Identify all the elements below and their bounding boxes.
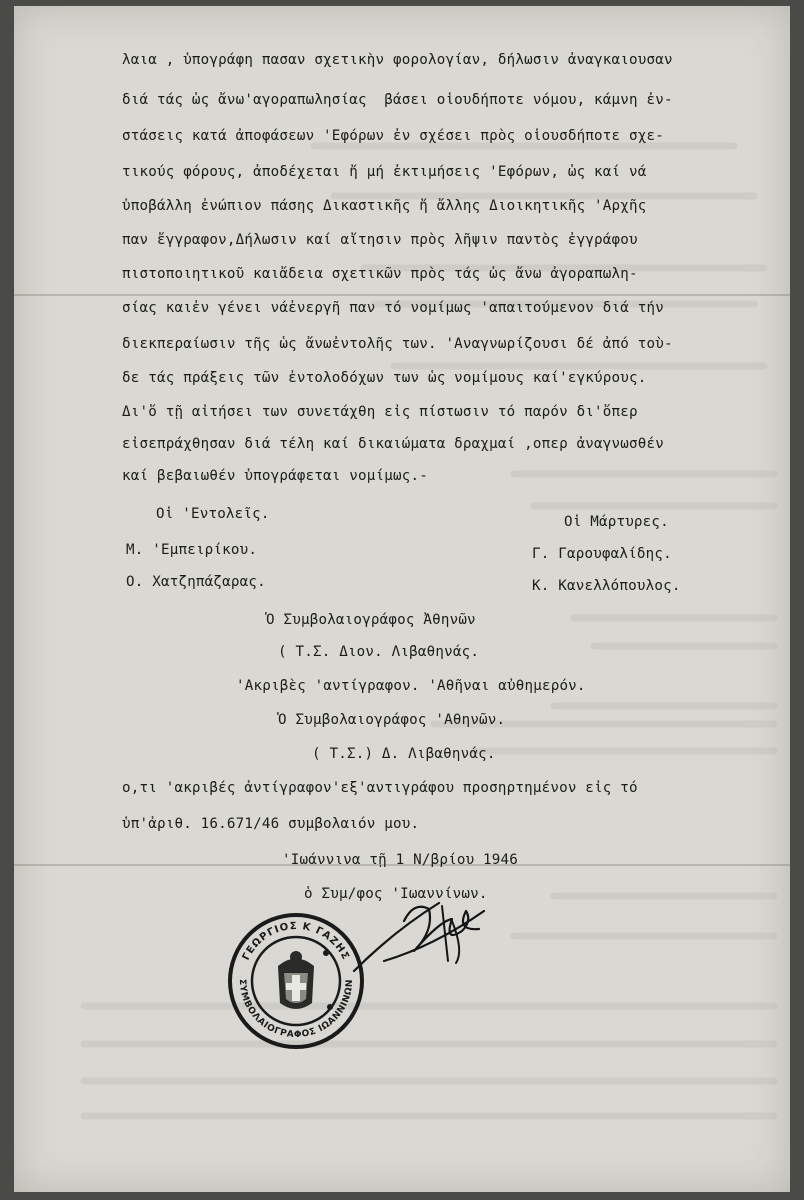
paper-fold [14,294,790,296]
document-page [14,6,790,1192]
body-line: Δι'ὅ τῇ αἰτήσει των συνετάχθη εἰς πίστωσιν τό παρόν δι'ὅπερ [122,404,638,420]
body-line: διεκπεραίωσιν τῆς ὡς ἄνωἐντολῆς των. 'Αναγνωρίζουσι δέ ἀπό τοὺ- [122,336,673,352]
true-copy-line: 'Ακριβὲς 'αντίγραφον. 'Αθῆναι αὐθημερόν. [236,678,586,694]
witness-name: Γ. Γαρουφαλίδης. [532,546,672,562]
handwritten-signature-icon [344,891,494,981]
body-line: λαια , ὑπογράφη πασαν σχετικὴν φορολογίαν, δήλωσιν ἀναγκαιουσαν [122,52,673,68]
principal-name: Ο. Χατζηπάζαρας. [126,574,266,590]
body-line: τικούς φόρους, ἀποδέχεται ἤ μή ἐκτιμήσεις 'Εφόρων, ὡς καί νά [122,164,647,180]
notary-seal-name: ( Τ.Σ.) Δ. Λιβαθηνάς. [312,746,496,762]
body-line: ὑποβάλλη ἐνώπιον πάσης Δικαστικῆς ἤ ἄλλης Διοικητικῆς 'Αρχῆς [122,198,647,214]
notary-seal-name: ( Τ.Σ. Διον. Λιβαθηνάς. [278,644,480,660]
body-line: εἰσεπράχθησαν διά τέλη καί δικαιώματα δραχμαί ,οπερ ἀναγνωσθέν [122,436,664,452]
place-date: 'Ιωάννινα τῇ 1 Ν/βρίου 1946 [282,852,519,868]
notary-title: Ὁ Συμβολαιογράφος Ἀθηνῶν [266,612,476,628]
certification-line: ὑπ'ἀριθ. 16.671/46 συμβολαιόν μου. [122,816,420,832]
notary-title: Ὁ Συμβολαιογράφος 'Αθηνῶν. [278,712,506,728]
signer-title: ὁ Συμ/φος 'Ιωαννίνων. [304,886,488,902]
body-line: δε τάς πράξεις τῶν ἐντολοδόχων των ὡς νομίμους καί'εγκύρους. [122,370,647,386]
witness-name: Κ. Κανελλόπουλος. [532,578,681,594]
principals-heading: Οἱ 'Εντολεῖς. [156,506,270,522]
body-line: πιστοποιητικοῦ καιἄδεια σχετικῶν πρὸς τάς ὡς ἄνω ἀγοραπωλη- [122,266,638,282]
svg-text:ΓΕΩΡΓΙΟΣ Κ ΓΑΖΗΣ: ΓΕΩΡΓΙΟΣ Κ ΓΑΖΗΣ [240,920,352,963]
body-line: στάσεις κατά ἀποφάσεων 'Εφόρων ἐν σχέσει πρὸς οἱουσδήποτε σχε- [122,128,664,144]
bleed-through-texture [14,6,790,1192]
witnesses-heading: Οἱ Μάρτυρες. [564,514,669,530]
body-line: σίας καιἐν γένει νάἐνεργῆ παν τό νομίμως 'απαιτούμενον διά τήν [122,300,664,316]
svg-text:ΣΥΜΒΟΛΑΙΟΓΡΑΦΟΣ ΙΩΑΝΝΙΝΩΝ: ΣΥΜΒΟΛΑΙΟΓΡΑΦΟΣ ΙΩΑΝΝΙΝΩΝ [236,978,356,1041]
principal-name: Μ. 'Εμπειρίκου. [126,542,258,558]
body-line: διά τάς ὡς ἄνω'αγοραπωλησίας βάσει οἱουδήποτε νόμου, κάμνη ἐν- [122,92,673,108]
certification-line: ο,τι 'ακριβές ἀντίγραφον'εξ'αντιγράφου προσηρτημένον εἰς τό [122,780,638,796]
body-line: καί βεβαιωθέν ὑπογράφεται νομίμως.- [122,468,428,484]
body-line: παν ἔγγραφον,Δήλωσιν καί αἴτησιν πρὸς λῆψιν παντὸς ἐγγράφου [122,232,638,248]
